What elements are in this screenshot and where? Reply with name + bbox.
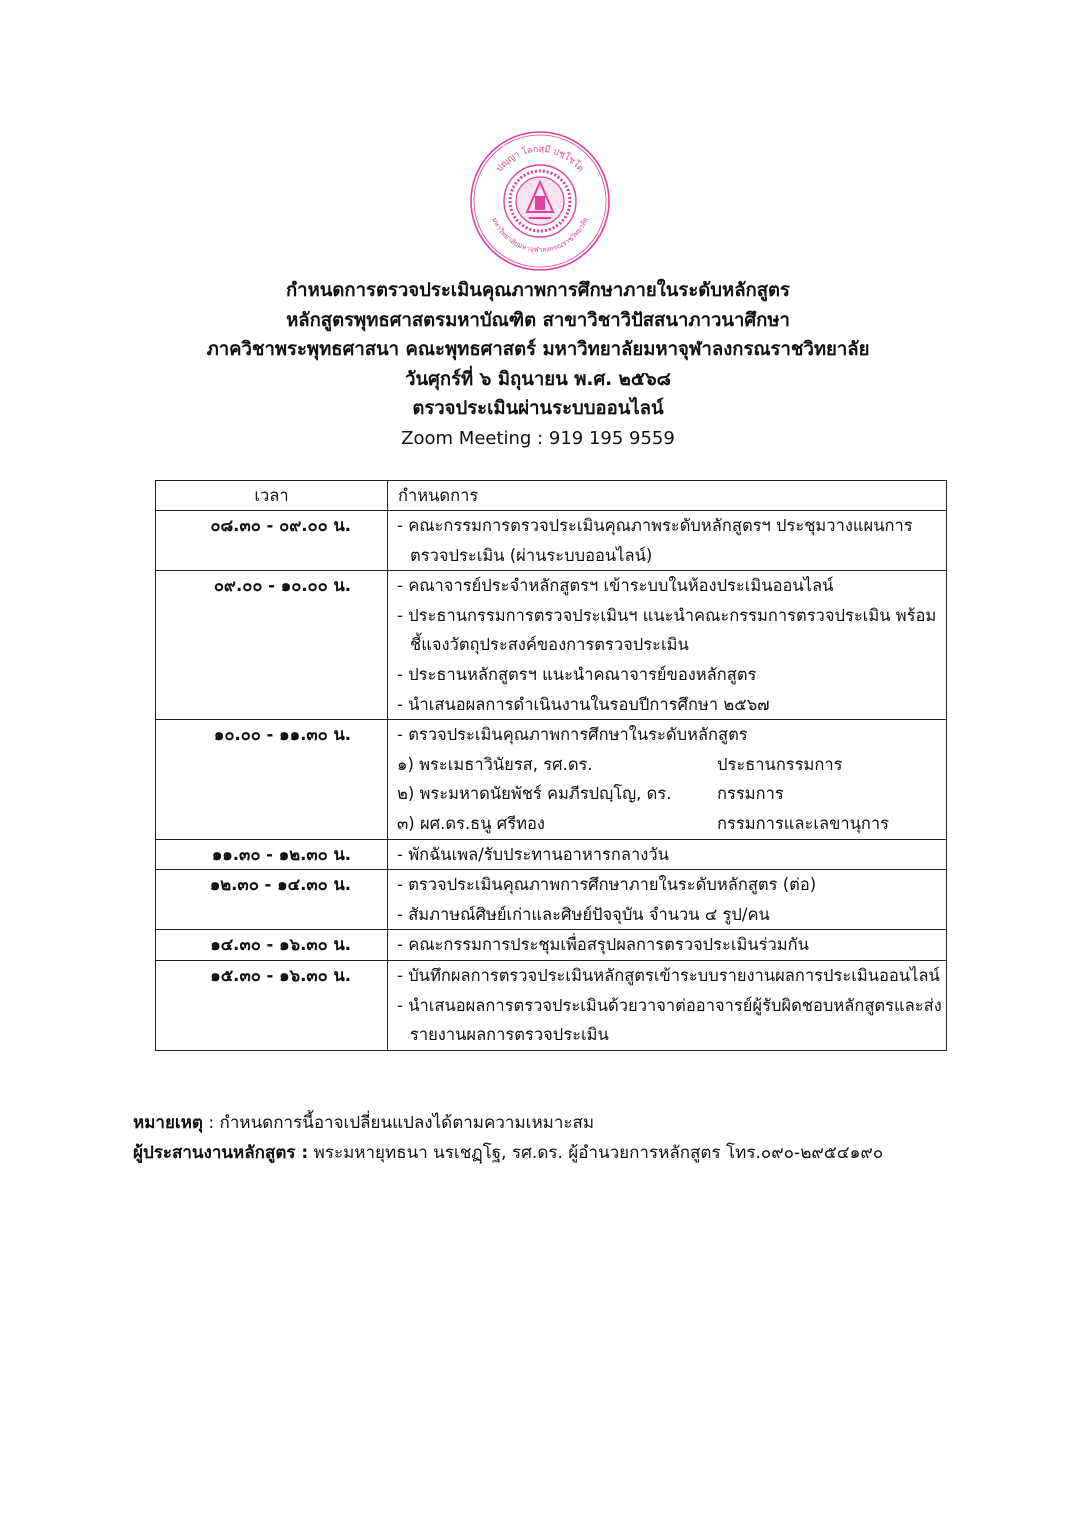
agenda-item: - ตรวจประเมินคุณภาพการศึกษาภายในระดับหลักสูตร (ต่อ) (397, 875, 817, 895)
time-cell: ๐๘.๓๐ - ๐๙.๐๐ น. (156, 511, 388, 571)
title-date: วันศุกร์ที่ ๖ มิถุนายน พ.ศ. ๒๕๖๘ (405, 368, 671, 390)
agenda-item: - ตรวจประเมินคุณภาพการศึกษาในระดับหลักสูตร (397, 725, 748, 745)
table-row (156, 930, 947, 961)
time-cell: ๐๙.๐๐ - ๑๐.๐๐ น. (156, 571, 388, 720)
agenda-item: - บันทึกผลการตรวจประเมินหลักสูตรเข้าระบบรายงานผลการประเมินออนไลน์ (397, 965, 940, 985)
agenda-item: - นำเสนอผลการดำเนินงานในรอบปีการศึกษา ๒๕๖๗ (397, 694, 770, 714)
coordinator-text: พระมหายุทธนา นรเชฏฺโฐ, รศ.ดร. ผู้อำนวยการหลักสูตร โทร.๐๙๐-๒๙๕๔๑๙๐ (308, 1143, 884, 1163)
agenda-cell (388, 930, 947, 961)
time-cell: ๑๒.๓๐ - ๑๔.๓๐ น. (156, 870, 388, 930)
seal-top-text: ปญฺญา โลกสฺมึ ปชฺโชโต (494, 144, 586, 175)
time-cell: ๑๕.๓๐ - ๑๖.๓๐ น. (156, 960, 388, 1050)
agenda-item: - พักฉันเพล/รับประทานอาหารกลางวัน (397, 844, 669, 864)
agenda-cell (388, 960, 947, 1050)
agenda-cell (388, 839, 947, 870)
table-row (156, 960, 947, 1050)
table-row (156, 571, 947, 720)
table-row (156, 870, 947, 930)
agenda-cell (388, 870, 947, 930)
remark-label: หมายเหตุ (133, 1113, 203, 1133)
time-cell: ๑๐.๐๐ - ๑๑.๓๐ น. (156, 720, 388, 839)
agenda-item: - นำเสนอผลการตรวจประเมินด้วยวาจาต่ออาจารย์ผู้รับผิดชอบหลักสูตรและส่งรายงานผลการตรวจประเมิน (397, 995, 942, 1045)
zoom-meeting-id: Zoom Meeting : 919 195 9559 (401, 427, 675, 449)
member-role: กรรมการ (717, 784, 784, 804)
table-row (156, 511, 947, 571)
agenda-cell (388, 720, 947, 839)
agenda-item: - คณะกรรมการประชุมเพื่อสรุปผลการตรวจประเมินร่วมกัน (397, 935, 809, 955)
member-name: ๒) พระมหาดนัยพัชร์ คมภีรปญฺโญ, ดร. (397, 784, 672, 804)
member-name: ๓) ผศ.ดร.ธนู ศรีทอง (397, 813, 545, 833)
member-role: ประธานกรรมการ (717, 754, 843, 774)
agenda-cell (388, 511, 947, 571)
time-cell: ๑๔.๓๐ - ๑๖.๓๐ น. (156, 930, 388, 961)
university-seal (469, 130, 611, 272)
table-row (156, 720, 947, 839)
committee-member (397, 809, 942, 839)
table-header-row (156, 481, 947, 511)
table-row (156, 839, 947, 870)
remark-text: : กำหนดการนี้อาจเปลี่ยนแปลงได้ตามความเหมาะสม (202, 1113, 595, 1133)
agenda-item: - ประธานหลักสูตรฯ แนะนำคณาจารย์ของหลักสูตร (397, 664, 757, 684)
agenda-cell (388, 571, 947, 720)
document-header (0, 276, 1076, 453)
agenda-item: - คณะกรรมการตรวจประเมินคุณภาพระดับหลักสูตรฯ ประชุมวางแผนการตรวจประเมิน (ผ่านระบบออนไลน์) (397, 516, 913, 565)
member-name: ๑) พระเมธาวินัยรส, รศ.ดร. (397, 754, 593, 774)
agenda-item: - สัมภาษณ์ศิษย์เก่าและศิษย์ปัจจุบัน จำนวน ๔ รูป/คน (397, 904, 770, 924)
agenda-item: - ประธานกรรมการตรวจประเมินฯ แนะนำคณะกรรมการตรวจประเมิน พร้อมชี้แจงวัตถุประสงค์ของการตรวจประเมิน (397, 605, 937, 655)
footer-notes (133, 1108, 883, 1168)
title-line-1: กำหนดการตรวจประเมินคุณภาพการศึกษาภายในระดับหลักสูตร (285, 280, 790, 301)
col-header-time: เวลา (156, 481, 388, 511)
title-line-2: หลักสูตรพุทธศาสตรมหาบัณฑิต สาขาวิชาวิปัสสนาภาวนาศึกษา (286, 309, 790, 331)
coordinator-line (133, 1138, 883, 1168)
member-role: กรรมการและเลขานุการ (717, 813, 890, 833)
committee-member (397, 779, 942, 809)
remark-line (133, 1108, 883, 1138)
schedule-table (155, 480, 947, 1051)
title-line-3: ภาควิชาพระพุทธศาสนา คณะพุทธศาสตร์ มหาวิทยาลัยมหาจุฬาลงกรณราชวิทยาลัย (206, 339, 870, 360)
time-cell: ๑๑.๓๐ - ๑๒.๓๐ น. (156, 839, 388, 870)
col-header-agenda: กำหนดการ (388, 481, 947, 511)
agenda-item: - คณาจารย์ประจำหลักสูตรฯ เข้าระบบในห้องประเมินออนไลน์ (397, 576, 834, 596)
committee-member (397, 750, 942, 780)
title-mode: ตรวจประเมินผ่านระบบออนไลน์ (412, 398, 664, 419)
coordinator-label: ผู้ประสานงานหลักสูตร : (133, 1143, 309, 1163)
seal-bottom-text: มหาวิทยาลัยมหาจุฬาลงกรณราชวิทยาลัย (490, 216, 590, 255)
